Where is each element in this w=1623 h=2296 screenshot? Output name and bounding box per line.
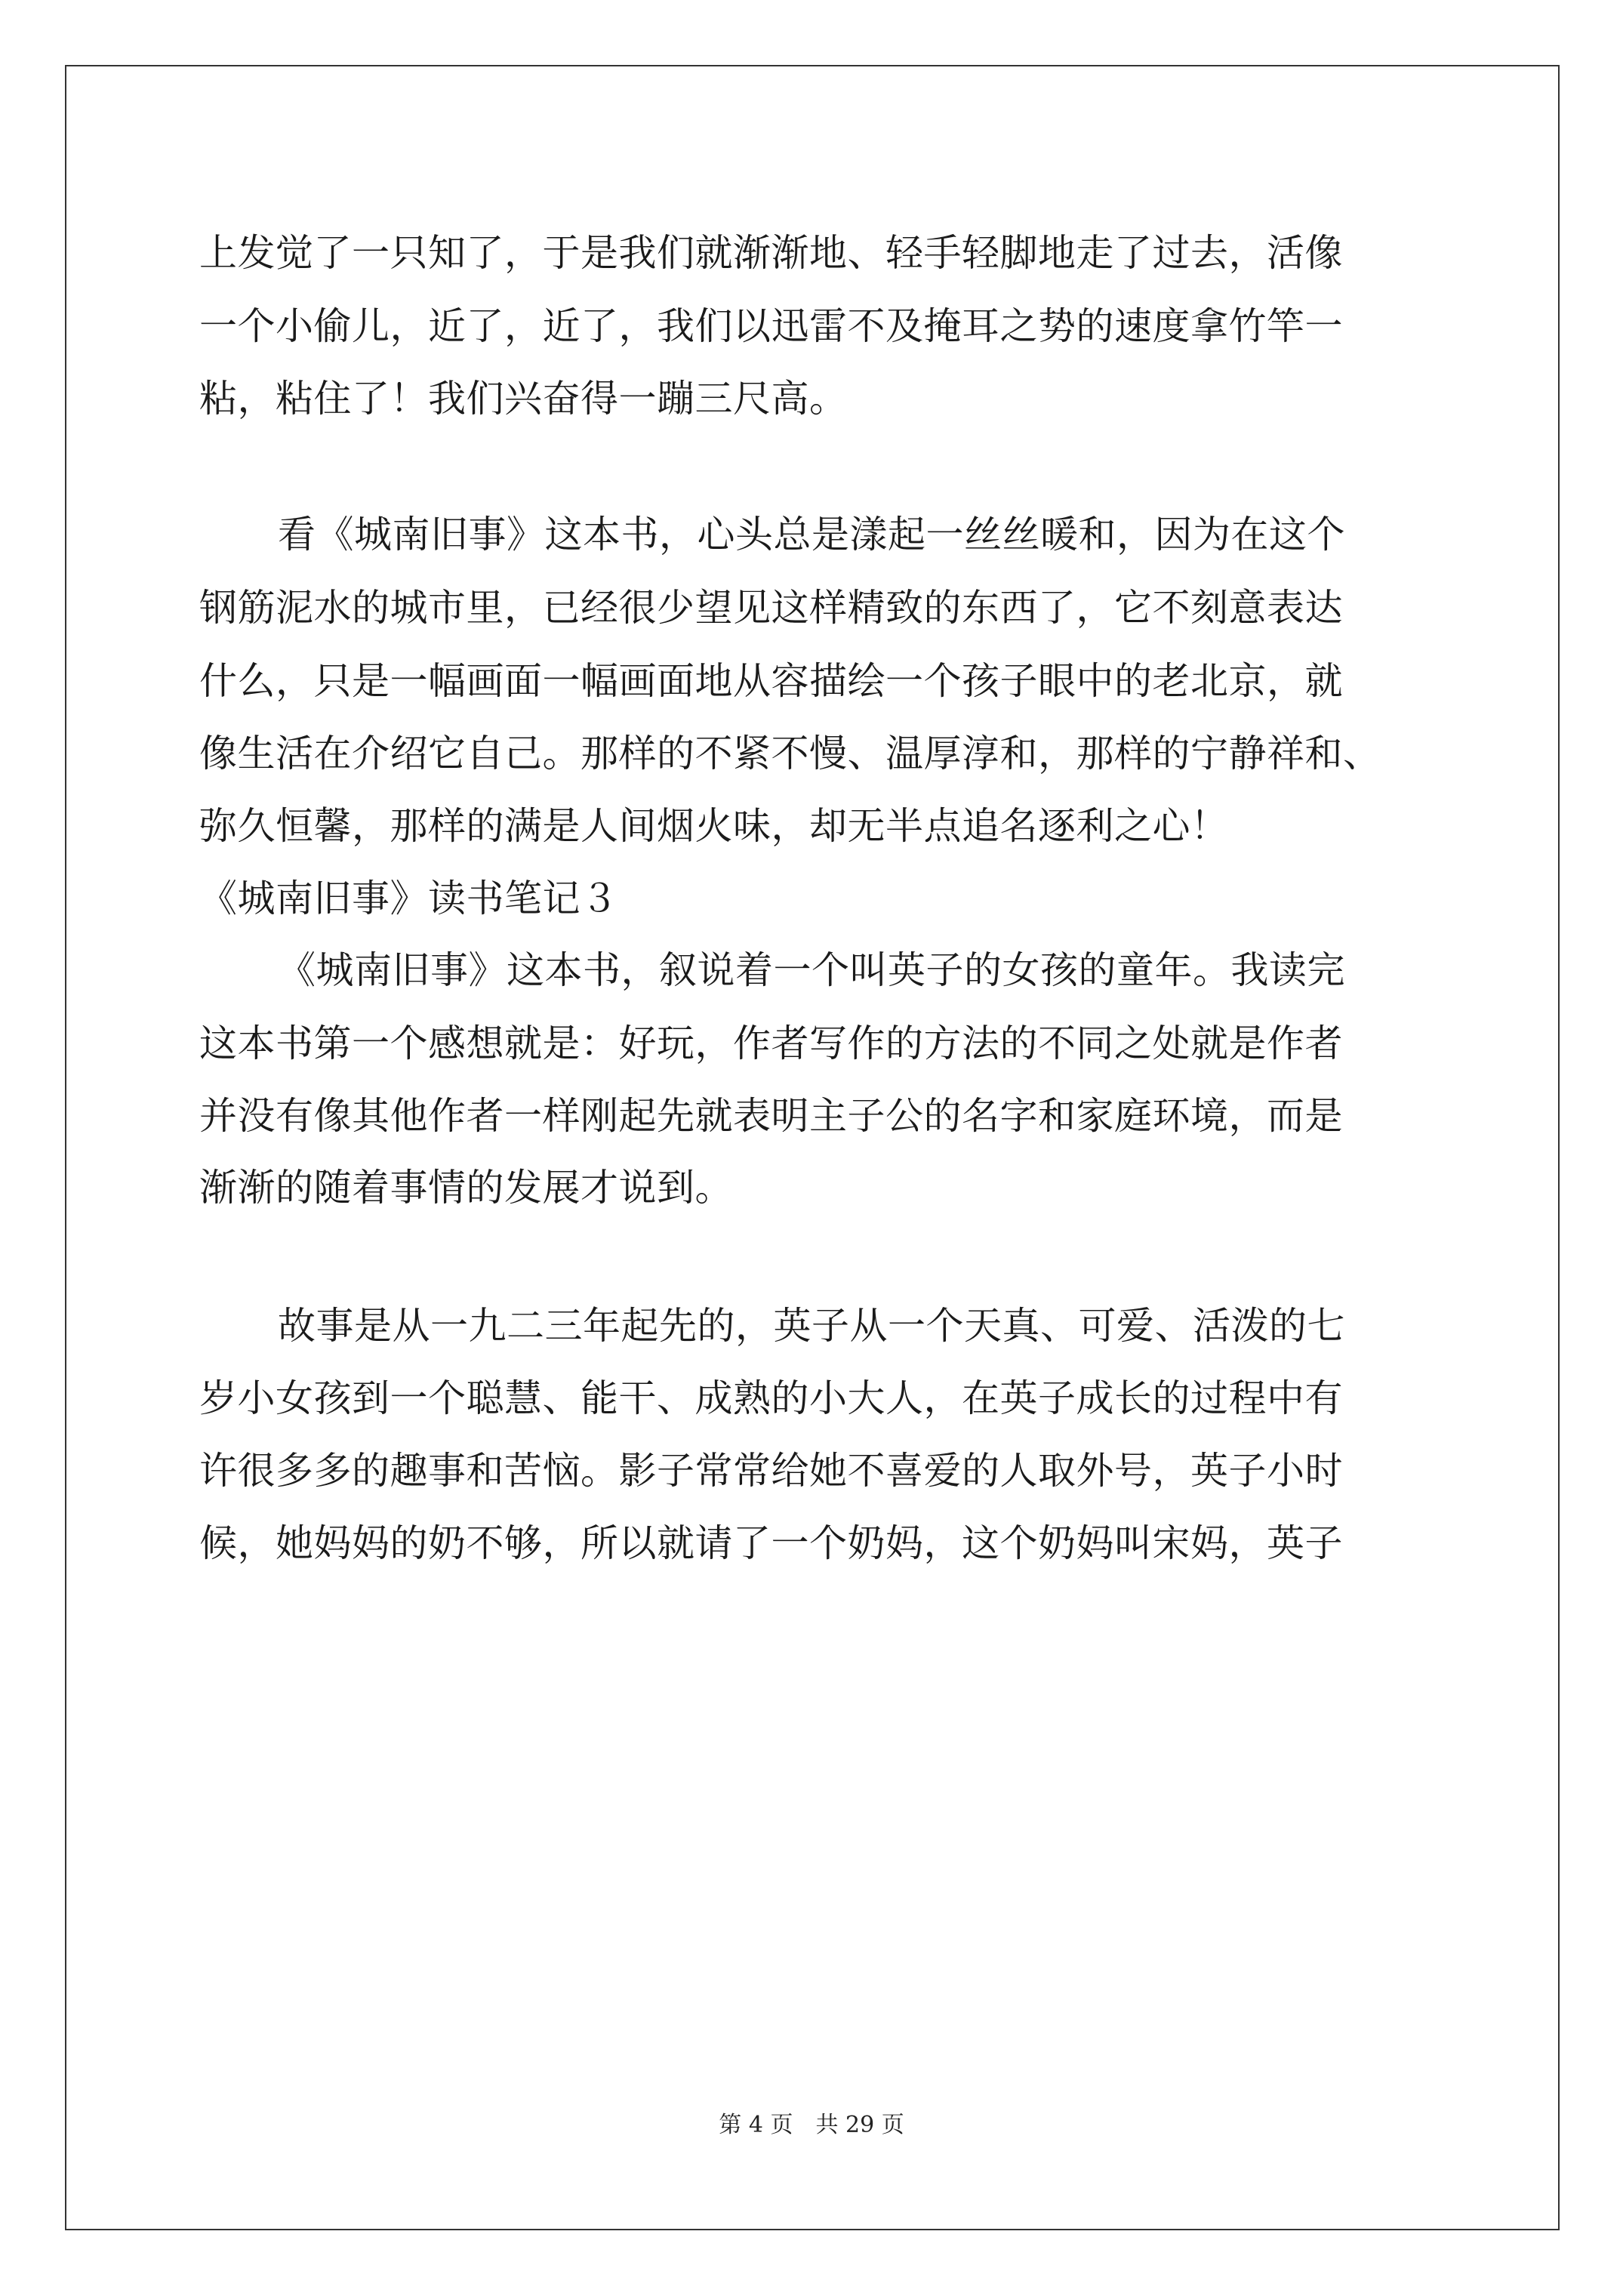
text-line: 渐渐的随着事情的发展才说到。 [199,1166,733,1210]
text-line: 岁小女孩到一个聪慧、能干、成熟的小大人，在英子成长的过程中有 [199,1376,1343,1420]
text-line: 许很多多的趣事和苦恼。影子常常给她不喜爱的人取外号，英子小时 [199,1449,1343,1493]
section-heading: 《城南旧事》读书笔记３ [199,877,619,920]
paragraph-first-line: 看《城南旧事》这本书，心头总是漾起一丝丝暖和，因为在这个 [278,513,1345,556]
text-line: 钢筋泥水的城市里，已经很少望见这样精致的东西了，它不刻意表达 [199,586,1343,630]
text-line: 像生活在介绍它自己。那样的不紧不慢、温厚淳和，那样的宁静祥和、 [199,732,1381,775]
text-line: 一个小偷儿，近了，近了，我们以迅雷不及掩耳之势的速度拿竹竿一 [199,304,1343,348]
text-line: 上发觉了一只知了，于是我们就渐渐地、轻手轻脚地走了过去，活像 [199,231,1343,275]
page-footer: 第 4 页 共 29 页 [719,2112,904,2138]
text-line: 什么，只是一幅画面一幅画面地从容描绘一个孩子眼中的老北京，就 [199,659,1343,703]
paragraph-first-line: 《城南旧事》这本书，叙说着一个叫英子的女孩的童年。我读完 [278,948,1345,992]
text-line: 并没有像其他作者一样刚起先就表明主子公的名字和家庭环境，而是 [199,1094,1343,1138]
text-line: 粘，粘住了！我们兴奋得一蹦三尺高。 [199,377,848,421]
paragraph-first-line: 故事是从一九二三年起先的，英子从一个天真、可爱、活泼的七 [278,1304,1345,1348]
text-line: 弥久恒馨，那样的满是人间烟火味，却无半点追名逐利之心！ [199,804,1229,848]
text-line: 候，她妈妈的奶不够，所以就请了一个奶妈，这个奶妈叫宋妈，英子 [199,1521,1343,1565]
text-line: 这本书第一个感想就是：好玩，作者写作的方法的不同之处就是作者 [199,1022,1343,1065]
